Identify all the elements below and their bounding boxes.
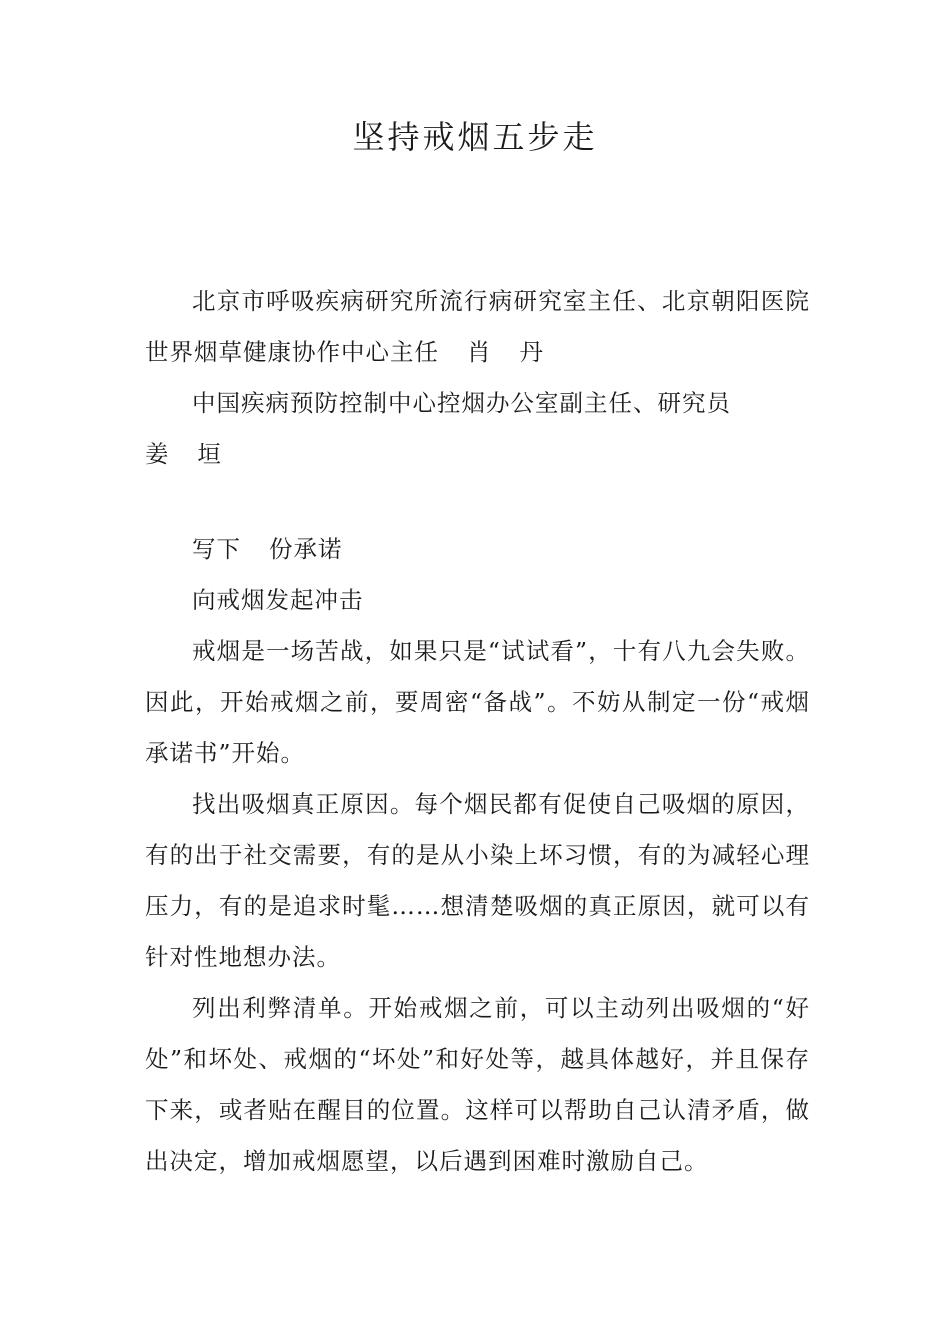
- author-line-2-name: [145, 429, 810, 480]
- section-heading-part1: 写下: [192, 535, 241, 563]
- section-gap: [145, 480, 810, 524]
- author-1-name-part1: 肖: [467, 338, 492, 366]
- author-2-name-part1: 姜: [145, 440, 170, 468]
- paragraph-3: 列出利弊清单。开始戒烟之前，可以主动列出吸烟的“好处”和坏处、戒烟的“坏处”和好处等，越具体越好，并且保存下来，或者贴在醒目的位置。这样可以帮助自己认清矛盾，做出决定，增加戒烟愿望，以后遇到困难时激励自己。: [145, 994, 810, 1175]
- document-body: [145, 276, 810, 1187]
- author-1-affiliation: 北京市呼吸疾病研究所流行病研究室主任、北京朝阳医院世界烟草健康协作中心主任: [145, 287, 810, 366]
- paragraph-1: 戒烟是一场苦战，如果只是“试试看”，十有八九会失败。因此，开始戒烟之前，要周密“备战”。不妨从制定一份“戒烟承诺书”开始。: [145, 637, 810, 767]
- author-line-2-affiliation: [145, 378, 810, 429]
- section-subheading: 向戒烟发起冲击: [192, 586, 364, 614]
- author-2-name-part2: 垣: [197, 440, 222, 468]
- author-1-name-part2: 丹: [519, 338, 544, 366]
- document-title: 坚持戒烟五步走: [352, 118, 598, 156]
- section-heading-part2: 份承诺: [269, 535, 343, 563]
- author-line-1: [145, 276, 810, 378]
- section-heading: [145, 524, 810, 575]
- paragraph-2: 找出吸烟真正原因。每个烟民都有促使自己吸烟的原因，有的出于社交需要，有的是从小染上坏习惯，有的为减轻心理压力，有的是追求时髦……想清楚吸烟的真正原因，就可以有针对性地想办法。: [145, 790, 810, 971]
- author-2-affiliation: 中国疾病预防控制中心控烟办公室副主任、研究员: [192, 389, 731, 417]
